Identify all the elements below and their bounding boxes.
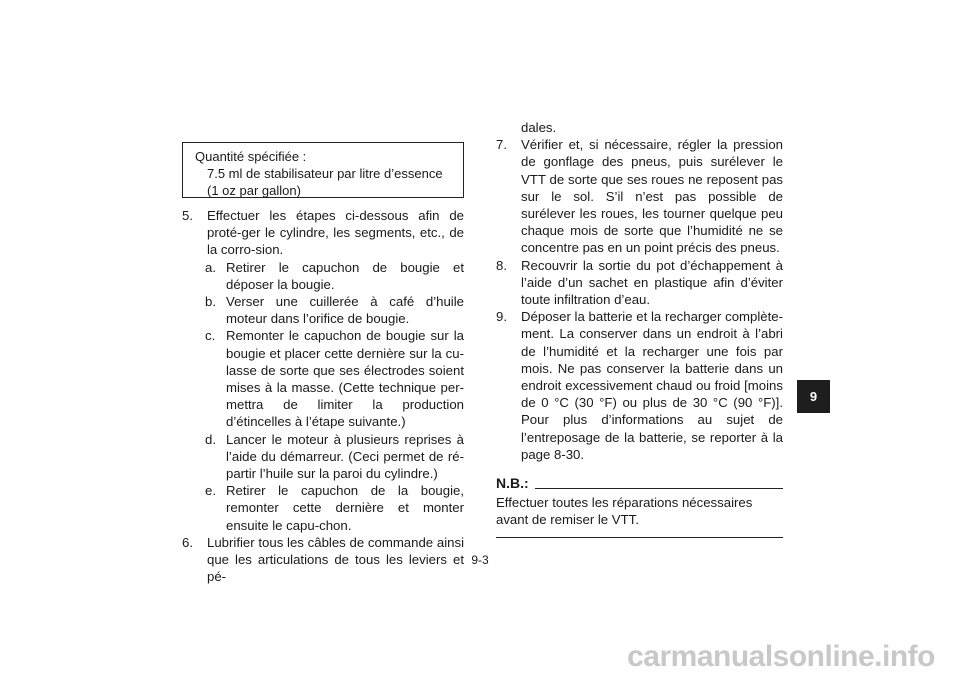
substep-e bbox=[182, 482, 464, 534]
step-9 bbox=[496, 308, 783, 463]
step-text: Déposer la batterie et la recharger complète-ment. La conserver dans un endroit à l’abri de l’humidité et la recharger une fois par mois. Ne pas conserver la batterie dans un endroit excessivement chaud ou froid [moins de 0 °C (30 °F) ou plus de 30 °C (90 °F)]. Pour plus d’informations au sujet de l’entreposage de la batterie, se reporter à la page 8-30. bbox=[521, 309, 783, 462]
left-column bbox=[182, 207, 464, 585]
substep-text: Verser une cuillerée à café d’huile moteur dans l’orifice de bougie. bbox=[226, 294, 464, 327]
right-column bbox=[496, 119, 783, 538]
step-8 bbox=[496, 257, 783, 309]
note-label: N.B.: bbox=[496, 475, 529, 492]
substep-letter: a. bbox=[205, 259, 216, 275]
watermark: carmanualsonline.info bbox=[627, 640, 935, 673]
step-number: 9. bbox=[496, 309, 507, 325]
substep-letter: c. bbox=[205, 328, 216, 344]
chapter-tab: 9 bbox=[797, 380, 830, 413]
note-rule bbox=[535, 488, 783, 489]
substep-d bbox=[182, 431, 464, 483]
step-5 bbox=[182, 207, 464, 259]
substep-letter: e. bbox=[205, 483, 216, 499]
substep-text: Retirer le capuchon de bougie et déposer la bougie. bbox=[226, 259, 464, 292]
spec-value-metric: 7.5 ml de stabilisateur par litre d’essence bbox=[207, 166, 443, 181]
specified-quantity-box bbox=[182, 142, 464, 198]
step-text: Recouvrir la sortie du pot d’échappement à l’aide d’un sachet en plastique afin d’éviter toute infiltration d’eau. bbox=[521, 257, 783, 308]
substep-letter: b. bbox=[205, 294, 216, 310]
step-number: 6. bbox=[182, 534, 193, 550]
substep-text: Lancer le moteur à plusieurs reprises à l’aide du démarreur. (Ceci permet de ré-partir l’huile sur la paroi du cylindre.) bbox=[226, 431, 464, 482]
substep-letter: d. bbox=[205, 431, 216, 447]
spec-title: Quantité spécifiée : bbox=[195, 149, 307, 164]
page-number: 9-3 bbox=[471, 553, 489, 567]
note-end-rule bbox=[496, 537, 783, 538]
note-text: Effectuer toutes les réparations nécessaires avant de remiser le VTT. bbox=[496, 495, 753, 528]
step-number: 5. bbox=[182, 208, 193, 223]
step-6-continuation: dales. bbox=[521, 120, 557, 135]
note-header bbox=[496, 475, 783, 492]
step-number: 7. bbox=[496, 137, 507, 153]
step-text: Effectuer les étapes ci-dessous afin de proté-ger le cylindre, les segments, etc., de la corro-sion. bbox=[207, 208, 464, 258]
substep-c bbox=[182, 327, 464, 430]
substep-b bbox=[182, 293, 464, 327]
step-text: Vérifier et, si nécessaire, régler la pression de gonflage des pneus, puis surélever le VTT de sorte que ses roues ne reposent pas sur le sol. S’il n’est pas possible de surélever les roues, les tourner quelque peu chaque mois de sorte que l’humidité ne se concentre pas en un point précis des pneus. bbox=[521, 137, 783, 256]
substep-text: Remonter le capuchon de bougie sur la bougie et placer cette dernière sur la cu-lasse de sorte que ses électrodes soient mises à la masse. (Cette technique per-mettra de limiter la production d’étincelles à l’étape suivante.) bbox=[226, 328, 464, 430]
step-text: Lubrifier tous les câbles de commande ainsi que les articulations de tous les leviers et pé- bbox=[207, 534, 464, 585]
substep-a bbox=[182, 259, 464, 293]
step-7 bbox=[496, 136, 783, 256]
step-number: 8. bbox=[496, 257, 507, 273]
substep-text: Retirer le capuchon de la bougie, remonter cette dernière et monter ensuite le capu-chon. bbox=[226, 483, 464, 533]
spec-value-imperial: (1 oz par gallon) bbox=[207, 183, 301, 198]
